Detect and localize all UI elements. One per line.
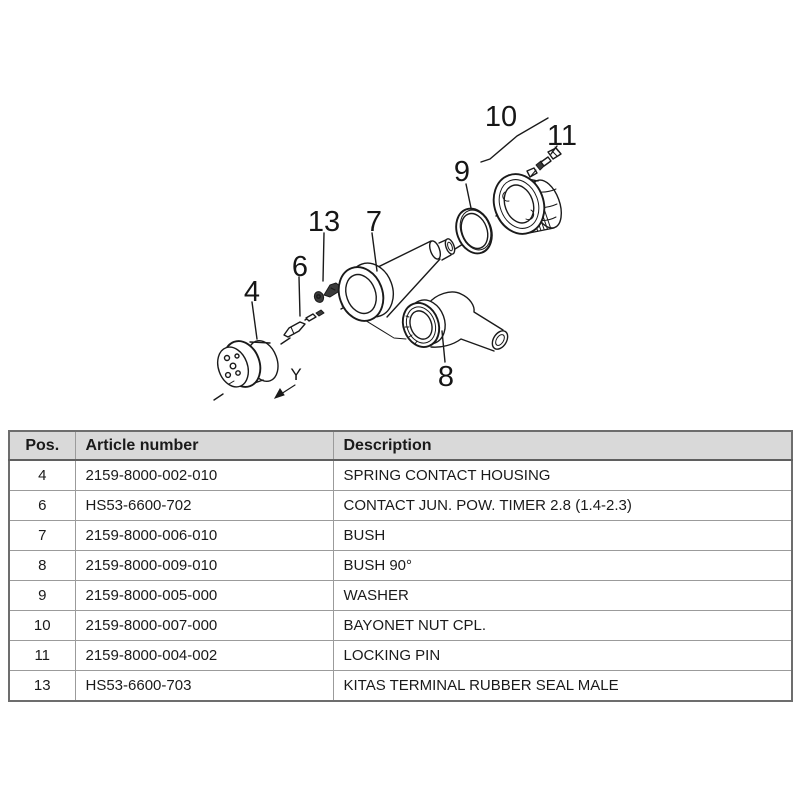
callout-9: 9 xyxy=(453,156,471,188)
article-cell: 2159-8000-007-000 xyxy=(75,611,333,641)
table-row xyxy=(9,581,792,611)
part-bayonet-nut-drawing xyxy=(486,167,568,241)
part-bush-90-drawing xyxy=(397,292,511,352)
part-spring-contact-housing-drawing xyxy=(212,336,283,392)
callout-13: 13 xyxy=(307,206,341,238)
header-description: Description xyxy=(333,431,792,460)
callout-8: 8 xyxy=(437,361,455,393)
view-direction-arrow xyxy=(275,385,295,398)
pos-cell: 9 xyxy=(9,581,75,611)
article-cell: 2159-8000-009-010 xyxy=(75,551,333,581)
table-header-row xyxy=(9,431,792,460)
pos-cell: 13 xyxy=(9,671,75,702)
table-row xyxy=(9,460,792,491)
table-row xyxy=(9,491,792,521)
article-cell: HS53-6600-703 xyxy=(75,671,333,702)
pos-cell: 6 xyxy=(9,491,75,521)
article-cell: 2159-8000-002-010 xyxy=(75,460,333,491)
description-cell: KITAS TERMINAL RUBBER SEAL MALE xyxy=(333,671,792,702)
description-cell: LOCKING PIN xyxy=(333,641,792,671)
table-row xyxy=(9,521,792,551)
callout-labels xyxy=(244,101,577,393)
callout-6: 6 xyxy=(291,251,309,283)
pos-cell: 10 xyxy=(9,611,75,641)
article-cell: 2159-8000-004-002 xyxy=(75,641,333,671)
pos-cell: 11 xyxy=(9,641,75,671)
pos-cell: 8 xyxy=(9,551,75,581)
table-row xyxy=(9,641,792,671)
callout-10: 10 xyxy=(484,101,518,133)
description-cell: SPRING CONTACT HOUSING xyxy=(333,460,792,491)
description-cell: BUSH xyxy=(333,521,792,551)
header-article-number: Article number xyxy=(75,431,333,460)
part-washer-drawing xyxy=(450,204,498,259)
callout-11: 11 xyxy=(546,120,578,152)
article-cell: 2159-8000-006-010 xyxy=(75,521,333,551)
part-rubber-seal-drawing xyxy=(313,283,340,304)
table-row xyxy=(9,671,792,702)
description-cell: CONTACT JUN. POW. TIMER 2.8 (1.4-2.3) xyxy=(333,491,792,521)
description-cell: BAYONET NUT CPL. xyxy=(333,611,792,641)
part-contact-drawing xyxy=(284,310,324,337)
callout-7: 7 xyxy=(365,206,383,238)
table-row xyxy=(9,611,792,641)
description-cell: BUSH 90° xyxy=(333,551,792,581)
pos-cell: 4 xyxy=(9,460,75,491)
description-cell: WASHER xyxy=(333,581,792,611)
header-pos: Pos. xyxy=(9,431,75,460)
view-label-y: Y xyxy=(290,365,302,384)
table-row xyxy=(9,551,792,581)
leader-13 xyxy=(323,233,324,281)
article-cell: 2159-8000-005-000 xyxy=(75,581,333,611)
pos-cell: 7 xyxy=(9,521,75,551)
callout-4: 4 xyxy=(243,276,261,308)
article-cell: HS53-6600-702 xyxy=(75,491,333,521)
parts-table xyxy=(8,430,793,702)
